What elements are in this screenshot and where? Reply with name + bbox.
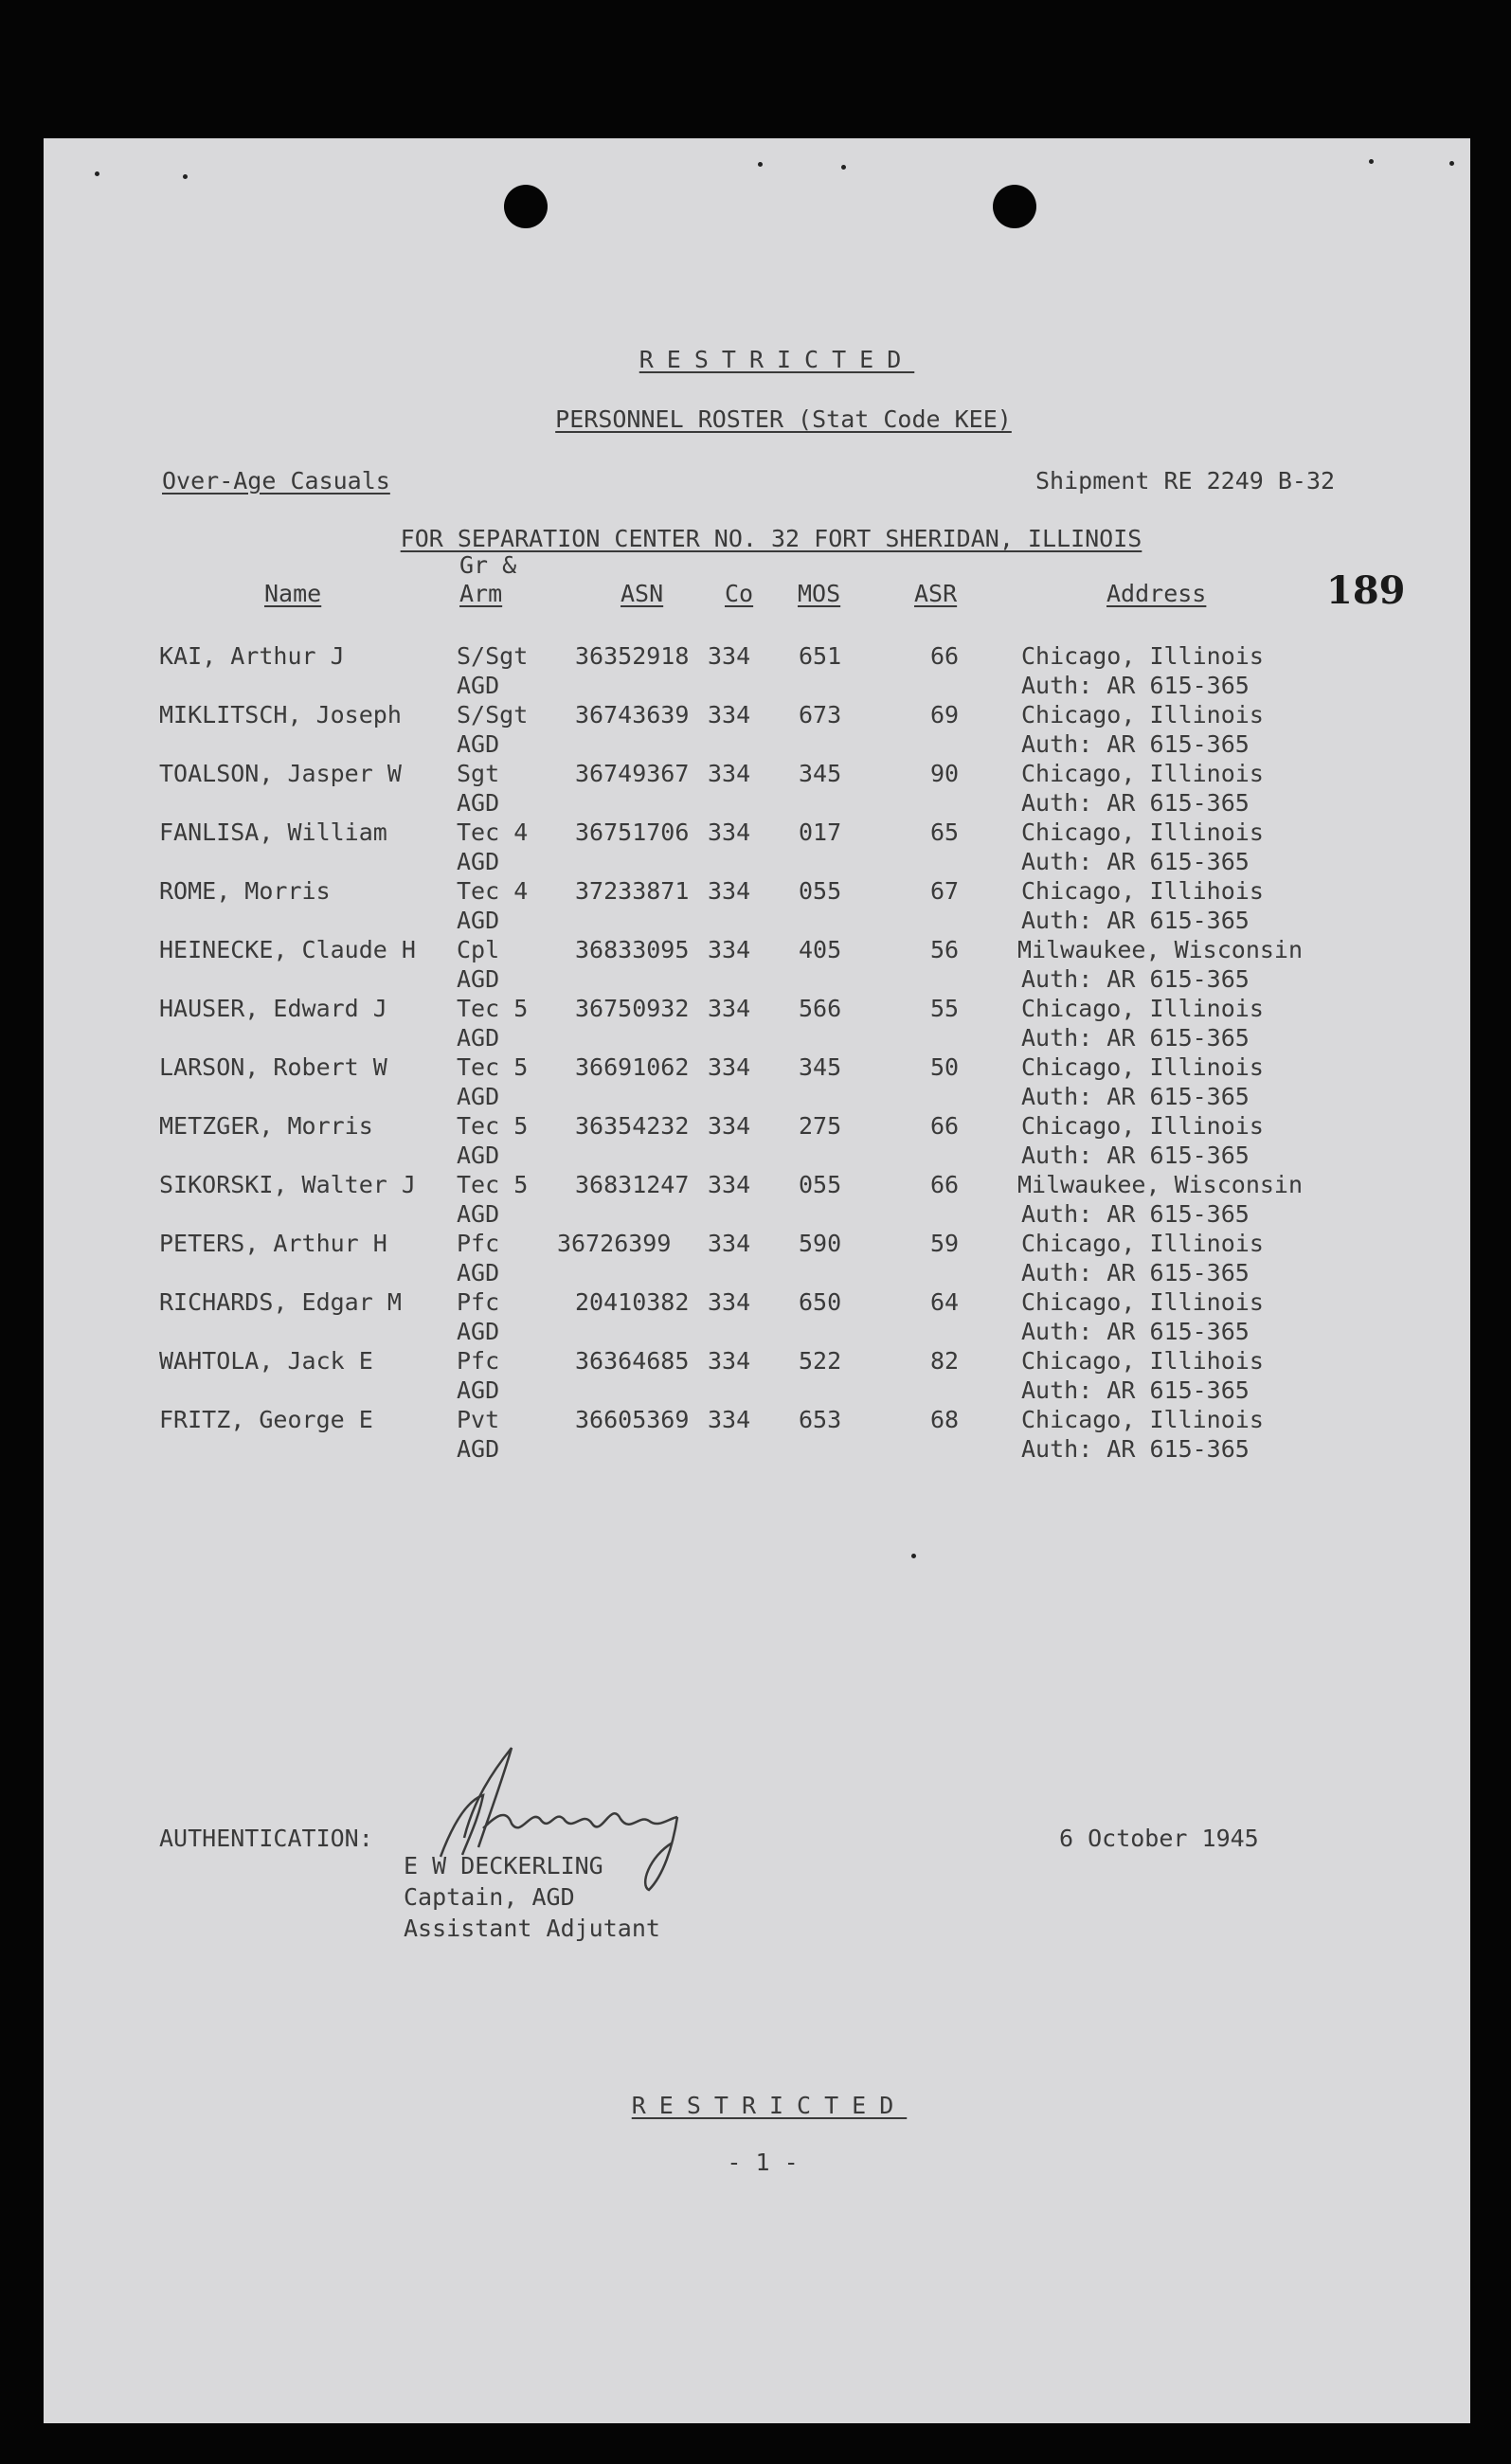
cell-auth: Auth: AR 615-365 — [1021, 1435, 1250, 1463]
cell-auth: Auth: AR 615-365 — [1021, 965, 1250, 993]
cell-asn: 36364685 — [575, 1347, 690, 1375]
cell-name: LARSON, Robert W — [159, 1053, 387, 1081]
cell-grade: S/Sgt — [457, 701, 529, 728]
cell-grade: Tec 5 — [457, 1053, 529, 1081]
cell-asn: 36352918 — [575, 642, 690, 670]
column-header-co: Co — [725, 580, 754, 607]
cell-asr: 66 — [930, 1171, 960, 1198]
cell-mos: 055 — [799, 1171, 842, 1198]
cell-arm: AGD — [457, 907, 500, 934]
cell-grade: Tec 5 — [457, 1112, 529, 1140]
table-row — [0, 1053, 1511, 1112]
cell-name: HAUSER, Edward J — [159, 995, 387, 1022]
cell-asn: 37233871 — [575, 877, 690, 905]
cell-mos: 345 — [799, 760, 842, 787]
authentication-label: AUTHENTICATION: — [159, 1825, 373, 1852]
cell-address: Chicago, Illinois — [1021, 1112, 1264, 1140]
cell-co: 334 — [708, 936, 751, 963]
cell-asr: 59 — [930, 1230, 960, 1257]
cell-mos: 653 — [799, 1406, 842, 1433]
punch-hole-left — [504, 185, 548, 228]
table-row — [0, 877, 1511, 936]
cell-co: 334 — [708, 1230, 751, 1257]
cell-mos: 651 — [799, 642, 842, 670]
speck — [183, 174, 188, 179]
cell-grade: Tec 5 — [457, 995, 529, 1022]
cell-asr: 90 — [930, 760, 960, 787]
speck — [1449, 161, 1454, 166]
cell-grade: Pfc — [457, 1230, 500, 1257]
cell-grade: Cpl — [457, 936, 500, 963]
cell-co: 334 — [708, 1347, 751, 1375]
cell-arm: AGD — [457, 672, 500, 699]
cell-address: Chicago, Illihois — [1021, 877, 1264, 905]
table-row — [0, 818, 1511, 877]
cell-co: 334 — [708, 1112, 751, 1140]
cell-arm: AGD — [457, 848, 500, 875]
cell-grade: Pfc — [457, 1288, 500, 1316]
column-header-asn: ASN — [621, 580, 664, 607]
cell-auth: Auth: AR 615-365 — [1021, 1376, 1250, 1404]
cell-auth: Auth: AR 615-365 — [1021, 907, 1250, 934]
cell-arm: AGD — [457, 730, 500, 758]
cell-name: HEINECKE, Claude H — [159, 936, 416, 963]
cell-name: FRITZ, George E — [159, 1406, 373, 1433]
cell-address: Milwaukee, Wisconsin — [1017, 1171, 1304, 1198]
cell-auth: Auth: AR 615-365 — [1021, 730, 1250, 758]
cell-mos: 673 — [799, 701, 842, 728]
signer-rank: Captain, AGD — [404, 1883, 575, 1911]
cell-arm: AGD — [457, 1200, 500, 1228]
cell-mos: 345 — [799, 1053, 842, 1081]
cell-grade: Tec 5 — [457, 1171, 529, 1198]
cell-grade: Pfc — [457, 1347, 500, 1375]
cell-asn: 36691062 — [575, 1053, 690, 1081]
cell-grade: Tec 4 — [457, 877, 529, 905]
column-header-name: Name — [264, 580, 322, 607]
cell-arm: AGD — [457, 965, 500, 993]
cell-co: 334 — [708, 642, 751, 670]
table-row — [0, 1230, 1511, 1288]
cell-auth: Auth: AR 615-365 — [1021, 1142, 1250, 1169]
cell-name: MIKLITSCH, Joseph — [159, 701, 402, 728]
cell-name: METZGER, Morris — [159, 1112, 373, 1140]
cell-asr: 56 — [930, 936, 960, 963]
column-header-grade-arm-line1: Gr & — [459, 551, 517, 579]
cell-asr: 64 — [930, 1288, 960, 1316]
cell-auth: Auth: AR 615-365 — [1021, 848, 1250, 875]
cell-mos: 275 — [799, 1112, 842, 1140]
cell-address: Chicago, Illinois — [1021, 818, 1264, 846]
cell-asr: 69 — [930, 701, 960, 728]
cell-asr: 66 — [930, 1112, 960, 1140]
cell-asn: 36750932 — [575, 995, 690, 1022]
table-row — [0, 760, 1511, 818]
signer-title: Assistant Adjutant — [404, 1915, 660, 1942]
cell-arm: AGD — [457, 1024, 500, 1052]
column-header-asr: ASR — [914, 580, 958, 607]
cell-asn: 36605369 — [575, 1406, 690, 1433]
cell-grade: Pvt — [457, 1406, 500, 1433]
cell-co: 334 — [708, 995, 751, 1022]
cell-name: ROME, Morris — [159, 877, 331, 905]
cell-asr: 68 — [930, 1406, 960, 1433]
cell-co: 334 — [708, 1406, 751, 1433]
page-number: - 1 - — [727, 2149, 799, 2176]
cell-name: KAI, Arthur J — [159, 642, 345, 670]
cell-address: Chicago, Illinois — [1021, 1406, 1264, 1433]
signer-name: E W DECKERLING — [404, 1852, 603, 1879]
cell-address: Chicago, Illinois — [1021, 701, 1264, 728]
roster-title: PERSONNEL ROSTER (Stat Code KEE) — [555, 405, 1012, 433]
cell-arm: AGD — [457, 789, 500, 817]
cell-address: Chicago, Illinois — [1021, 1230, 1264, 1257]
cell-asr: 65 — [930, 818, 960, 846]
table-row — [0, 1171, 1511, 1230]
cell-co: 334 — [708, 818, 751, 846]
cell-asn: 36726399 — [557, 1230, 672, 1257]
cell-auth: Auth: AR 615-365 — [1021, 789, 1250, 817]
cell-arm: AGD — [457, 1435, 500, 1463]
cell-auth: Auth: AR 615-365 — [1021, 1083, 1250, 1110]
cell-name: FANLISA, William — [159, 818, 387, 846]
cell-mos: 405 — [799, 936, 842, 963]
speck — [841, 165, 846, 170]
cell-grade: Sgt — [457, 760, 500, 787]
cell-auth: Auth: AR 615-365 — [1021, 1200, 1250, 1228]
cell-mos: 017 — [799, 818, 842, 846]
table-row — [0, 701, 1511, 760]
cell-auth: Auth: AR 615-365 — [1021, 672, 1250, 699]
cell-address: Chicago, Illinois — [1021, 995, 1264, 1022]
cell-address: Chicago, Illihois — [1021, 1347, 1264, 1375]
column-header-mos: MOS — [798, 580, 841, 607]
cell-asn: 36743639 — [575, 701, 690, 728]
cell-asn: 36833095 — [575, 936, 690, 963]
cell-asn: 36751706 — [575, 818, 690, 846]
cell-address: Chicago, Illinois — [1021, 760, 1264, 787]
speck — [758, 162, 763, 167]
cell-mos: 055 — [799, 877, 842, 905]
cell-name: RICHARDS, Edgar M — [159, 1288, 402, 1316]
punch-hole-right — [993, 185, 1036, 228]
cell-mos: 566 — [799, 995, 842, 1022]
cell-co: 334 — [708, 1171, 751, 1198]
cell-address: Chicago, Illinois — [1021, 642, 1264, 670]
cell-auth: Auth: AR 615-365 — [1021, 1259, 1250, 1286]
classification-bottom: RESTRICTED — [631, 2092, 908, 2119]
cell-address: Chicago, Illinois — [1021, 1053, 1264, 1081]
table-row — [0, 936, 1511, 995]
cell-asr: 50 — [930, 1053, 960, 1081]
cell-asr: 55 — [930, 995, 960, 1022]
table-row — [0, 1112, 1511, 1171]
cell-asn: 36749367 — [575, 760, 690, 787]
cell-auth: Auth: AR 615-365 — [1021, 1024, 1250, 1052]
cell-mos: 590 — [799, 1230, 842, 1257]
speck — [911, 1554, 916, 1558]
cell-asr: 66 — [930, 642, 960, 670]
cell-arm: AGD — [457, 1142, 500, 1169]
table-row — [0, 995, 1511, 1053]
cell-grade: Tec 4 — [457, 818, 529, 846]
classification-top: RESTRICTED — [639, 346, 915, 373]
speck — [95, 171, 99, 176]
cell-arm: AGD — [457, 1376, 500, 1404]
cell-mos: 522 — [799, 1347, 842, 1375]
cell-co: 334 — [708, 1053, 751, 1081]
destination-heading: FOR SEPARATION CENTER NO. 32 FORT SHERIDAN, ILLINOIS — [400, 525, 1142, 552]
cell-address: Milwaukee, Wisconsin — [1017, 936, 1304, 963]
cell-name: TOALSON, Jasper W — [159, 760, 402, 787]
table-row — [0, 1406, 1511, 1465]
cell-grade: S/Sgt — [457, 642, 529, 670]
cell-asn: 36354232 — [575, 1112, 690, 1140]
cell-name: PETERS, Arthur H — [159, 1230, 387, 1257]
table-row — [0, 642, 1511, 701]
cell-arm: AGD — [457, 1083, 500, 1110]
cell-co: 334 — [708, 1288, 751, 1316]
cell-mos: 650 — [799, 1288, 842, 1316]
cell-arm: AGD — [457, 1259, 500, 1286]
group-label: Over-Age Casuals — [162, 467, 390, 495]
column-header-grade-arm-line2: Arm — [459, 580, 503, 607]
shipment-number: Shipment RE 2249 B-32 — [1035, 467, 1336, 495]
stamped-page-number: 189 — [1326, 568, 1406, 613]
speck — [1369, 159, 1374, 164]
table-row — [0, 1288, 1511, 1347]
cell-co: 334 — [708, 760, 751, 787]
cell-asr: 82 — [930, 1347, 960, 1375]
cell-name: SIKORSKI, Walter J — [159, 1171, 416, 1198]
cell-address: Chicago, Illinois — [1021, 1288, 1264, 1316]
cell-asr: 67 — [930, 877, 960, 905]
cell-asn: 36831247 — [575, 1171, 690, 1198]
column-header-address: Address — [1106, 580, 1207, 607]
cell-arm: AGD — [457, 1318, 500, 1345]
cell-asn: 20410382 — [575, 1288, 690, 1316]
document-date: 6 October 1945 — [1059, 1825, 1259, 1852]
cell-auth: Auth: AR 615-365 — [1021, 1318, 1250, 1345]
cell-co: 334 — [708, 877, 751, 905]
table-row — [0, 1347, 1511, 1406]
cell-name: WAHTOLA, Jack E — [159, 1347, 373, 1375]
cell-co: 334 — [708, 701, 751, 728]
